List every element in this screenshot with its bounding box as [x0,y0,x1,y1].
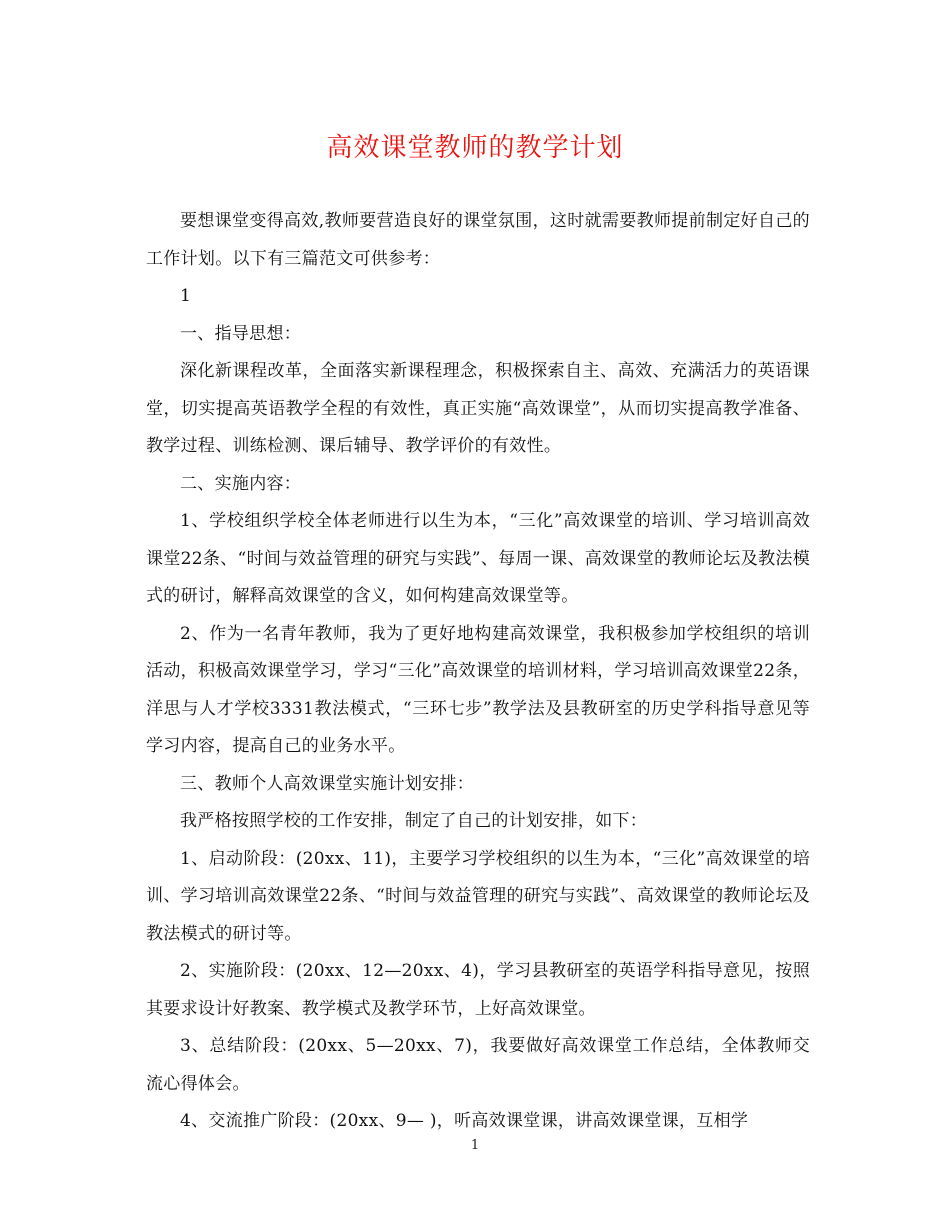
paragraph-stage-2: 2、实施阶段：(20xx、12—20xx、4)，学习县教研室的英语学科指导意见，按照其要求设计好教案、教学模式及教学环节，上好高效课堂。 [146,961,810,1019]
heading-guiding-ideology: 一、指导思想： [180,323,302,344]
heading-implementation-content: 二、实施内容： [180,473,302,494]
document-body [146,203,810,1141]
paragraph-content-item-2: 2、作为一名青年教师，我为了更好地构建高效课堂，我积极参加学校组织的培训活动，积极高效课堂学习，学习“三化”高效课堂的培训材料，学习培训高效课堂22条，洋思与人才学校3331教法模式，“三环七步”教学法及县教研室的历史学科指导意见等学习内容，提高自己的业务水平。 [146,623,810,756]
paragraph-content-item-1: 1、学校组织学校全体老师进行以生为本，“三化”高效课堂的培训、学习培训高效课堂22条、“时间与效益管理的研究与实践”、每周一课、高效课堂的教师论坛及教法模式的研讨，解释高效课堂的含义，如何构建高效课堂等。 [146,511,810,606]
paragraph-stage-1: 1、启动阶段：(20xx、11)，主要学习学校组织的以生为本，“三化”高效课堂的培训、学习培训高效课堂22条、“时间与效益管理的研究与实践”、高效课堂的教师论坛及教法模式的研讨等。 [146,848,810,944]
paragraph-stage-3: 3、总结阶段：(20xx、5—20xx、7)，我要做好高效课堂工作总结，全体教师交流心得体会。 [146,1036,810,1094]
intro-paragraph: 要想课堂变得高效,教师要营造良好的课堂氛围，这时就需要教师提前制定好自己的工作计划。以下有三篇范文可供参考： [146,211,810,269]
paragraph-plan-intro: 我严格按照学校的工作安排，制定了自己的计划安排，如下： [180,811,648,831]
section-number: 1 [180,286,192,306]
heading-personal-plan: 三、教师个人高效课堂实施计划安排： [180,773,475,794]
page-title: 高效课堂教师的教学计划 [326,133,624,163]
paragraph-guiding-ideology: 深化新课程改革，全面落实新课程理念，积极探索自主、高效、充满活力的英语课堂，切实提高英语教学全程的有效性，真正实施“高效课堂”，从而切实提高教学准备、教学过程、训练检测、课后辅导、教学评价的有效性。 [146,361,810,456]
page-number: 1 [470,1138,480,1153]
paragraph-stage-4: 4、交流推广阶段：(20xx、9— )，听高效课堂课，讲高效课堂课，互相学 [180,1111,749,1131]
